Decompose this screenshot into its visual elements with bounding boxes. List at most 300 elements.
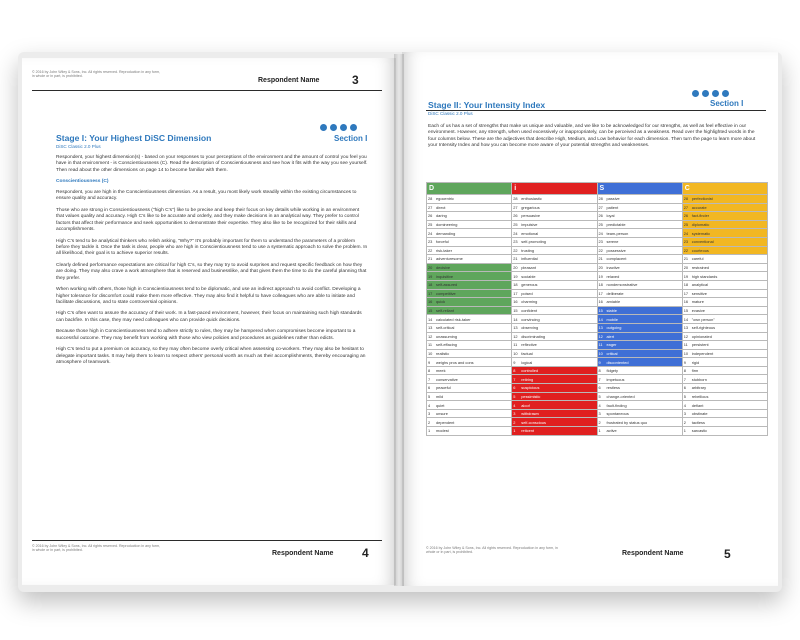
intensity-score: 14: [683, 316, 689, 322]
intensity-cell: [512, 263, 597, 272]
intensity-adjective: unassuming: [436, 333, 457, 339]
intensity-cell: [682, 246, 767, 255]
intensity-score: 23: [683, 239, 689, 245]
intensity-score: 10: [428, 350, 433, 356]
intensity-score: 19: [683, 273, 689, 279]
table-row: [427, 366, 768, 375]
intensity-cell: [682, 280, 767, 289]
intensity-cell: [682, 255, 767, 264]
intensity-score: 2: [598, 419, 601, 425]
table-row: [427, 392, 768, 401]
intensity-score: 20: [513, 265, 518, 271]
intensity-adjective: rebellious: [691, 393, 709, 399]
intensity-score: 3: [598, 411, 601, 417]
intensity-score: 7: [598, 376, 601, 382]
intensity-adjective: mature: [691, 299, 704, 305]
intensity-adjective: demanding: [436, 230, 456, 236]
intensity-adjective: accurate: [691, 204, 707, 210]
table-row: [427, 298, 768, 307]
intensity-adjective: courteous: [691, 247, 709, 253]
intensity-cell: [682, 272, 767, 281]
intensity-cell: [597, 280, 682, 289]
intensity-adjective: quick: [436, 299, 446, 305]
intensity-adjective: conventional: [691, 239, 714, 245]
intensity-cell: [427, 401, 512, 410]
intensity-score: 22: [513, 247, 518, 253]
intensity-cell: [427, 255, 512, 264]
intensity-adjective: reticent: [521, 428, 535, 434]
intensity-cell: [512, 246, 597, 255]
intensity-adjective: realistic: [436, 350, 450, 356]
intensity-score: 19: [428, 273, 433, 279]
intensity-cell: [597, 195, 682, 204]
paragraph: Because those high in Conscientiousness tend to adhere strictly to rules, they may be hampered when compromises become important to a successful outcome. They may benefit from working with those who view policies and procedures as guidelines rather than edicts.: [56, 329, 356, 341]
intensity-cell: [597, 418, 682, 427]
section-label: Section I: [710, 99, 744, 108]
intensity-score: 9: [598, 359, 601, 365]
intensity-cell: [682, 195, 767, 204]
page-number-bottom: 4: [362, 546, 369, 560]
intensity-score: 7: [513, 376, 516, 382]
intensity-score: 26: [428, 213, 433, 219]
intensity-score: 26: [683, 213, 689, 219]
intensity-cell: [427, 195, 512, 204]
intensity-adjective: adventuresome: [436, 256, 463, 262]
paragraph: Clearly defined performance expectations are critical for high C's, so they may try to avoid surprises and request specific feedback on how they are doing. They may also crave a work atmosphere that is reserved and businesslike, and that gives them the time to do the careful planning that they prefer.: [56, 262, 367, 281]
intensity-adjective: stubborn: [691, 376, 707, 382]
intensity-adjective: possessive: [606, 247, 626, 253]
intensity-adjective: firm: [691, 368, 699, 374]
intensity-adjective: sensitive: [691, 290, 707, 296]
intensity-score: 11: [428, 342, 433, 348]
intensity-score: 8: [598, 368, 601, 374]
intensity-score: 25: [513, 222, 518, 228]
intensity-cell: [512, 375, 597, 384]
intensity-adjective: tactless: [691, 419, 705, 425]
intensity-score: 15: [513, 308, 518, 314]
intensity-cell: [597, 384, 682, 393]
table-row: [427, 237, 768, 246]
intensity-score: 11: [598, 342, 603, 348]
intensity-adjective: egocentric: [436, 196, 454, 202]
intensity-adjective: active: [606, 428, 617, 434]
intensity-adjective: emotional: [521, 230, 539, 236]
intensity-adjective: trusting: [521, 247, 535, 253]
book-spine: [394, 54, 404, 586]
intensity-adjective: "own person": [691, 316, 715, 322]
intensity-cell: [427, 323, 512, 332]
intensity-score: 2: [683, 419, 686, 425]
table-row: [427, 212, 768, 221]
intensity-adjective: self-critical: [436, 325, 455, 331]
intensity-cell: [597, 323, 682, 332]
intensity-adjective: factual: [521, 350, 533, 356]
table-row: [427, 401, 768, 410]
stage-title: Stage I: Your Highest DiSC Dimension: [56, 133, 212, 143]
intensity-cell: [427, 203, 512, 212]
table-row: [427, 272, 768, 281]
intensity-cell: [512, 341, 597, 350]
intensity-adjective: meek: [436, 368, 446, 374]
intensity-cell: [512, 272, 597, 281]
section-label: Section I: [334, 134, 368, 143]
intensity-cell: [682, 366, 767, 375]
intensity-cell: [512, 409, 597, 418]
intensity-cell: [427, 298, 512, 307]
intensity-adjective: sarcastic: [691, 428, 708, 434]
intensity-cell: [597, 272, 682, 281]
intensity-cell: [512, 358, 597, 367]
intensity-adjective: mobile: [606, 316, 618, 322]
intensity-cell: [427, 263, 512, 272]
intensity-score: 13: [683, 325, 689, 331]
page-number-top: 3: [352, 73, 359, 87]
table-row: [427, 255, 768, 264]
paragraph: Those who are strong in Conscientiousness ("high C's") like to be precise and keep their focus on key details while working in an environment that values quality and accuracy. High C's like to be accurate and orderly, and they make decisions in an analytical way. They prefer to control factors that affect their performance and seek opportunities to demonstrate their expertise. They also like to be recognized for their skills and accomplishments.: [56, 208, 360, 232]
intensity-score: 21: [683, 256, 689, 262]
intensity-adjective: analytical: [691, 282, 708, 288]
intensity-adjective: forceful: [436, 239, 449, 245]
intensity-cell: [597, 203, 682, 212]
table-row: [427, 263, 768, 272]
intensity-adjective: restless: [606, 385, 620, 391]
intensity-score: 4: [683, 402, 686, 408]
intensity-cell: [427, 289, 512, 298]
left-page: [22, 58, 396, 585]
intensity-cell: [597, 366, 682, 375]
intensity-score: 12: [428, 333, 433, 339]
table-row: [427, 280, 768, 289]
intensity-adjective: spontaneous: [606, 411, 629, 417]
intensity-adjective: team-person: [606, 230, 629, 236]
paragraph: When working with others, those high in Conscientiousness tend to be diplomatic, and use an indirect approach to avoid conflict. Developing a higher tolerance for discomfort could make them more effective. They may also find it helpful to have colleagues who are able to initiate and facilitate discussions, and to state controversial opinions.: [56, 287, 361, 305]
intensity-cell: [512, 220, 597, 229]
intro-text: Each of us has a set of strengths that make us unique and valuable, and we like to be acknowledged for our strengths, as well as feel effective in our environment. However, any strength, when used excessively or inappropriately, can be perceived as a weakness. Read over the highlighted words in the four columns below. These are the adjectives that describe High, Medium, and Low behavior for each dimension. Then turn the page to learn more about your Intensity Index and how you can become more aware of your potential strengths and weaknesses.: [428, 124, 756, 148]
intensity-score: 8: [428, 368, 431, 374]
intensity-score: 18: [428, 282, 433, 288]
intensity-cell: [682, 375, 767, 384]
footer-copyright: © 2016 by John Wiley & Sons, Inc. All rights reserved. Reproduction in any form, in whole or in part, is prohibited.: [426, 546, 558, 555]
intensity-adjective: pessimistic: [521, 393, 541, 399]
intensity-adjective: high standards: [691, 273, 718, 279]
intensity-cell: [427, 366, 512, 375]
intensity-score: 3: [683, 411, 686, 417]
intensity-adjective: convincing: [521, 316, 540, 322]
intensity-cell: [427, 341, 512, 350]
intensity-cell: [427, 220, 512, 229]
intensity-cell: [512, 212, 597, 221]
table-row: [427, 358, 768, 367]
intensity-score: 15: [598, 308, 603, 314]
intensity-adjective: charming: [521, 299, 538, 305]
intensity-cell: [682, 323, 767, 332]
intensity-score: 16: [428, 299, 433, 305]
intensity-score: 14: [428, 316, 433, 322]
intensity-score: 25: [428, 222, 433, 228]
intensity-score: 1: [513, 428, 516, 434]
table-row: [427, 418, 768, 427]
intensity-score: 9: [513, 359, 516, 365]
intensity-score: 27: [513, 204, 518, 210]
intensity-score: 28: [428, 196, 433, 202]
intensity-cell: [512, 289, 597, 298]
column-header-i: i: [512, 183, 597, 195]
intensity-adjective: fidgety: [606, 368, 618, 374]
paragraph: Respondent, you are high in the Conscientiousness dimension. As a result, you most likely work steadily within the existing circumstances to ensure quality and accuracy.: [56, 190, 357, 202]
intensity-cell: [512, 203, 597, 212]
intensity-adjective: risk-taker: [436, 247, 452, 253]
intensity-cell: [597, 237, 682, 246]
intensity-adjective: domineering: [436, 222, 458, 228]
intensity-cell: [682, 263, 767, 272]
footer-rule: [32, 540, 382, 541]
intensity-score: 2: [428, 419, 431, 425]
intensity-score: 24: [598, 230, 603, 236]
intensity-score: 4: [428, 402, 431, 408]
intensity-cell: [512, 195, 597, 204]
intensity-adjective: suspicious: [521, 385, 540, 391]
intensity-cell: [597, 255, 682, 264]
intensity-cell: [597, 315, 682, 324]
intensity-adjective: conservative: [436, 376, 458, 382]
intensity-score: 12: [683, 333, 689, 339]
intensity-cell: [597, 349, 682, 358]
intensity-adjective: dependent: [436, 419, 455, 425]
intensity-score: 3: [428, 411, 431, 417]
intensity-adjective: opinionated: [691, 333, 712, 339]
intensity-adjective: alert: [606, 333, 615, 339]
intensity-score: 22: [683, 247, 689, 253]
intensity-score: 20: [598, 265, 603, 271]
intensity-adjective: complacent: [606, 256, 627, 262]
top-copyright: © 2016 by John Wiley & Sons, Inc. All rights reserved. Reproduction in any form, in whole or in part, is prohibited.: [32, 70, 161, 79]
intensity-score: 2: [513, 419, 516, 425]
intensity-score: 21: [428, 256, 433, 262]
intensity-adjective: passive: [606, 196, 620, 202]
intensity-score: 11: [683, 342, 688, 348]
intensity-cell: [512, 401, 597, 410]
table-row: [427, 306, 768, 315]
intensity-score: 25: [683, 222, 689, 228]
intensity-cell: [512, 306, 597, 315]
table-row: [427, 332, 768, 341]
intensity-cell: [682, 315, 767, 324]
intensity-cell: [597, 229, 682, 238]
intensity-score: 18: [683, 282, 689, 288]
intensity-score: 28: [513, 196, 518, 202]
intensity-cell: [427, 392, 512, 401]
intensity-score: 1: [598, 428, 601, 434]
intensity-adjective: persuasive: [521, 213, 541, 219]
intensity-score: 25: [598, 222, 603, 228]
intensity-adjective: deliberate: [606, 290, 624, 296]
intensity-cell: [427, 237, 512, 246]
intensity-score: 22: [428, 247, 433, 253]
table-row: [427, 341, 768, 350]
intensity-cell: [682, 349, 767, 358]
column-header-d: D: [427, 183, 512, 195]
intensity-cell: [512, 418, 597, 427]
intensity-cell: [427, 315, 512, 324]
intensity-score: 24: [428, 230, 433, 236]
intensity-score: 8: [513, 368, 516, 374]
intensity-cell: [427, 384, 512, 393]
intensity-cell: [682, 212, 767, 221]
intensity-cell: [682, 306, 767, 315]
intensity-cell: [512, 323, 597, 332]
intensity-score: 10: [513, 350, 518, 356]
intensity-score: 9: [683, 359, 686, 365]
intensity-adjective: inquisitive: [436, 273, 454, 279]
intensity-adjective: careful: [691, 256, 704, 262]
intensity-cell: [682, 220, 767, 229]
intensity-adjective: arbitrary: [691, 385, 707, 391]
intensity-score: 14: [598, 316, 603, 322]
intensity-cell: [597, 427, 682, 436]
intensity-adjective: mild: [436, 393, 444, 399]
paragraph: High C's often want to assure the accuracy of their work. In a fast-paced environment, however, their focus on maintaining such high standards can backfire. In this case, they may need colleagues who can provide quick decisions.: [56, 311, 362, 323]
intensity-adjective: rigid: [691, 359, 700, 365]
intensity-adjective: decisive: [436, 265, 451, 271]
intensity-adjective: retiring: [521, 376, 534, 382]
table-row: [427, 409, 768, 418]
table-row: [427, 375, 768, 384]
intensity-cell: [427, 306, 512, 315]
page-number-bottom: 5: [724, 547, 731, 561]
intensity-cell: [682, 401, 767, 410]
intensity-score: 24: [683, 230, 689, 236]
intensity-adjective: self-assured: [436, 282, 458, 288]
intensity-cell: [597, 401, 682, 410]
intensity-adjective: influential: [521, 256, 538, 262]
intensity-adjective: nondemonstrative: [606, 282, 638, 288]
intensity-cell: [427, 349, 512, 358]
intensity-score: 12: [598, 333, 603, 339]
intensity-cell: [597, 341, 682, 350]
intensity-score: 3: [513, 411, 516, 417]
intensity-cell: [682, 341, 767, 350]
intensity-adjective: self-righteous: [691, 325, 716, 331]
intensity-adjective: weighs pros and cons: [436, 359, 474, 365]
table-row: [427, 349, 768, 358]
intensity-cell: [512, 298, 597, 307]
intensity-cell: [512, 392, 597, 401]
intensity-adjective: patient: [606, 204, 619, 210]
section-dots: [320, 124, 357, 131]
intensity-score: 5: [513, 393, 516, 399]
paragraph: Respondent, your highest dimension(s) - based on your responses to your perceptions of the environment and the amount of control you feel you have in that environment - is Conscientiousness (C). Read the description of Conscientiousness and see how it fits with the way you see yourself. Then read about the other dimensions on page 14 to become familiar with them.: [56, 155, 368, 173]
intensity-score: 13: [598, 325, 603, 331]
intensity-adjective: competitive: [436, 290, 456, 296]
intensity-score: 6: [598, 385, 601, 391]
intensity-adjective: critical: [606, 350, 618, 356]
intensity-score: 15: [428, 308, 433, 314]
intensity-adjective: obstinate: [691, 411, 708, 417]
intensity-score: 10: [598, 350, 603, 356]
intensity-score: 16: [598, 299, 603, 305]
intensity-cell: [682, 203, 767, 212]
intensity-score: 1: [683, 428, 686, 434]
right-page: [402, 52, 778, 586]
intensity-adjective: restrained: [691, 265, 710, 271]
intensity-adjective: relaxed: [606, 273, 620, 279]
footer-respondent-name: Respondent Name: [622, 550, 684, 557]
intensity-score: 28: [598, 196, 603, 202]
intensity-score: 24: [513, 230, 518, 236]
intensity-cell: [682, 289, 767, 298]
intensity-score: 8: [683, 368, 686, 374]
intensity-cell: [682, 298, 767, 307]
header-respondent-name: Respondent Name: [258, 77, 320, 84]
intensity-adjective: self-reliant: [436, 308, 454, 314]
intensity-cell: [512, 332, 597, 341]
intensity-score: 11: [513, 342, 518, 348]
stage-subtitle: DiSC Classic 2.0 Plus: [428, 111, 473, 116]
paragraph: High C's tend to be analytical thinkers who relish asking, "Why?" It's probably important for them to understand the parameters of a problem before they tackle it. Once the task is clear, people who are high in Conscientiousness tend to use a systematic approach to solve the problem. In all likelihood, their goal is to achieve superior results.: [56, 238, 368, 257]
intensity-score: 6: [683, 385, 686, 391]
intensity-cell: [597, 289, 682, 298]
intensity-cell: [597, 392, 682, 401]
intensity-adjective: confident: [521, 308, 538, 314]
intensity-adjective: calculated risk-taker: [436, 316, 471, 322]
intensity-adjective: observing: [521, 325, 539, 331]
table-row: [427, 246, 768, 255]
intensity-cell: [597, 375, 682, 384]
intensity-cell: [512, 237, 597, 246]
intensity-adjective: poised: [521, 290, 533, 296]
intensity-adjective: defiant: [691, 402, 704, 408]
intensity-cell: [427, 246, 512, 255]
intensity-cell: [597, 263, 682, 272]
intensity-cell: [682, 229, 767, 238]
intensity-adjective: serene: [606, 239, 619, 245]
intensity-score: 17: [683, 290, 689, 296]
intensity-cell: [682, 358, 767, 367]
intensity-score: 4: [513, 402, 516, 408]
table-row: [427, 289, 768, 298]
intensity-score: 17: [513, 290, 518, 296]
table-row: [427, 203, 768, 212]
intensity-adjective: logical: [521, 359, 533, 365]
intensity-score: 7: [683, 376, 686, 382]
intensity-adjective: peaceful: [436, 385, 451, 391]
intensity-adjective: diplomatic: [691, 222, 710, 228]
intensity-adjective: outgoing: [606, 325, 622, 331]
intensity-adjective: direct: [436, 204, 446, 210]
intensity-cell: [512, 255, 597, 264]
left-body: [56, 155, 368, 372]
intensity-cell: [512, 349, 597, 358]
intensity-adjective: predictable: [606, 222, 626, 228]
intensity-cell: [682, 418, 767, 427]
intensity-adjective: sociable: [521, 273, 536, 279]
intensity-adjective: change-oriented: [606, 393, 635, 399]
intensity-adjective: enthusiastic: [521, 196, 542, 202]
intensity-cell: [682, 332, 767, 341]
intensity-cell: [597, 220, 682, 229]
header-rule: [32, 90, 382, 91]
intensity-score: 17: [428, 290, 433, 296]
intensity-score: 5: [683, 393, 686, 399]
intensity-adjective: controlled: [521, 368, 539, 374]
intensity-cell: [682, 427, 767, 436]
stage-title: Stage II: Your Intensity Index: [428, 100, 546, 110]
column-header-s: S: [597, 183, 682, 195]
intensity-score: 18: [598, 282, 603, 288]
intensity-score: 6: [428, 385, 431, 391]
intensity-score: 28: [683, 196, 689, 202]
intensity-score: 7: [428, 376, 431, 382]
